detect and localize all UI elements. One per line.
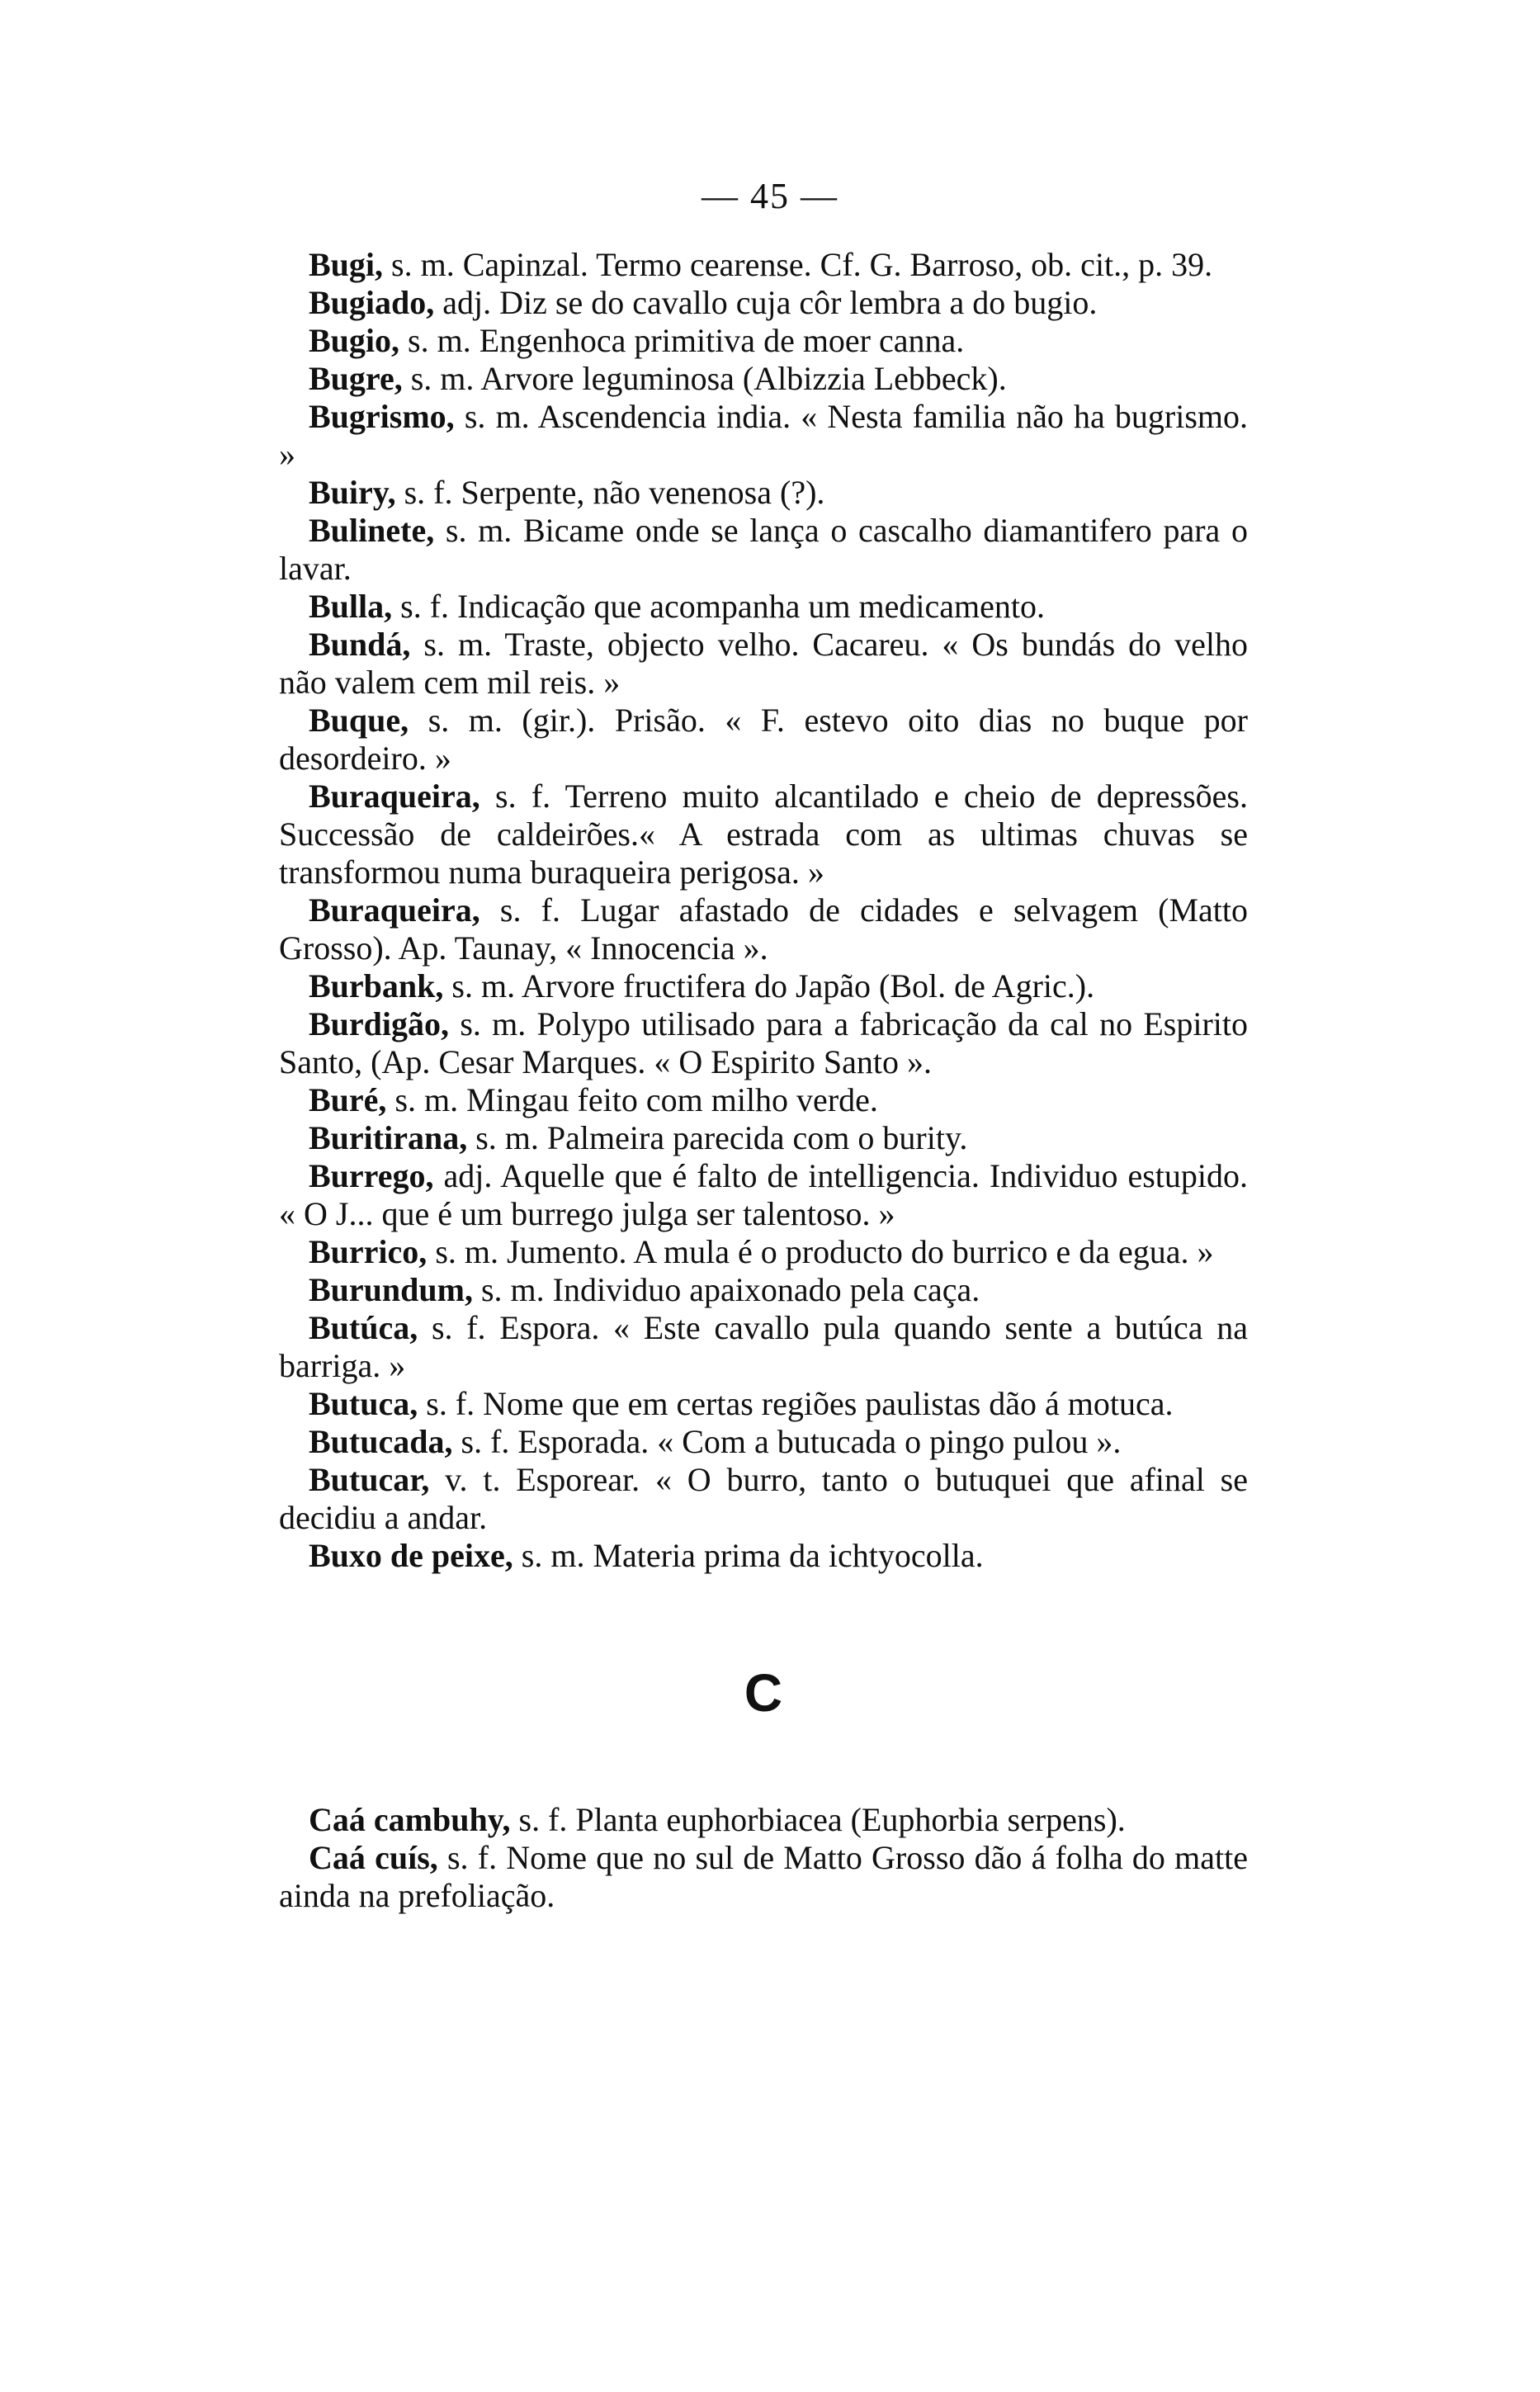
- dictionary-entry: [279, 1081, 1248, 1119]
- entry-definition: s. f. Esporada. « Com a butucada o pingo pulou ».: [452, 1423, 1122, 1460]
- entries-c: [279, 1801, 1248, 1915]
- entry-headword: Buraqueira,: [309, 891, 480, 929]
- dictionary-entry: [279, 588, 1248, 626]
- entry-headword: Buiry,: [309, 474, 396, 511]
- entry-headword: Bugio,: [309, 322, 400, 359]
- dictionary-column: [279, 246, 1248, 1915]
- entry-definition: s. m. Polypo utilisado para a fabricação da cal no Espirito Santo, (Ap. Cesar Marques. « O Espirito Santo ».: [279, 1005, 1248, 1080]
- dictionary-entry: [279, 474, 1248, 512]
- entry-definition: s. m. Materia prima da ichtyocolla.: [513, 1537, 984, 1574]
- entry-definition: s. f. Espora. « Este cavallo pula quando sente a butúca na barriga. »: [279, 1309, 1248, 1384]
- dictionary-entry: [279, 626, 1248, 702]
- dictionary-entry: [279, 1119, 1248, 1157]
- entry-definition: s. m. Jumento. A mula é o producto do burrico e da egua. »: [427, 1233, 1214, 1270]
- dictionary-entry: [279, 1537, 1248, 1575]
- entry-headword: Bugi,: [309, 246, 384, 283]
- entry-headword: Caá cuís,: [309, 1839, 438, 1876]
- dictionary-entry: [279, 398, 1248, 474]
- entry-headword: Bugrismo,: [309, 398, 455, 435]
- entry-headword: Bugre,: [309, 360, 403, 397]
- section-letter: C: [744, 1663, 783, 1723]
- entry-definition: s. m. Individuo apaixonado pela caça.: [472, 1271, 980, 1308]
- entry-headword: Buré,: [309, 1081, 387, 1118]
- entry-headword: Burbank,: [309, 967, 444, 1005]
- dictionary-entry: [279, 246, 1248, 284]
- entry-definition: s. m. (gir.). Prisão. « F. estevo oito dias no buque por desordeiro. »: [279, 702, 1248, 777]
- entry-headword: Bundá,: [309, 626, 411, 663]
- entry-headword: Burdigão,: [309, 1005, 450, 1042]
- dictionary-entry: [279, 1005, 1248, 1081]
- dictionary-entry: [279, 1423, 1248, 1461]
- entry-headword: Buraqueira,: [309, 778, 480, 815]
- entry-definition: s. m. Arvore leguminosa (Albizzia Lebbeck).: [402, 360, 1007, 397]
- dictionary-entry: [279, 1385, 1248, 1423]
- dictionary-entry: [279, 1233, 1248, 1271]
- entry-definition: s. f. Lugar afastado de cidades e selvagem (Matto Grosso). Ap. Taunay, « Innocencia ».: [279, 891, 1248, 967]
- entry-definition: s. f. Nome que em certas regiões paulistas dão á motuca.: [418, 1385, 1174, 1422]
- dictionary-entry: [279, 1801, 1248, 1839]
- dictionary-entry: [279, 967, 1248, 1005]
- dictionary-entry: [279, 360, 1248, 398]
- entry-definition: s. m. Mingau feito com milho verde.: [386, 1081, 878, 1118]
- entry-headword: Butucar,: [309, 1461, 430, 1498]
- entry-headword: Buxo de peixe,: [309, 1537, 513, 1574]
- entry-definition: s. f. Planta euphorbiacea (Euphorbia serpens).: [510, 1801, 1126, 1838]
- dictionary-entry: [279, 1309, 1248, 1385]
- entry-headword: Bulla,: [309, 588, 393, 625]
- entry-headword: Burundum,: [309, 1271, 473, 1308]
- entry-headword: Burrico,: [309, 1233, 428, 1270]
- dictionary-entry: [279, 702, 1248, 778]
- entry-definition: s. f. Nome que no sul de Matto Grosso dão á folha do matte ainda na prefoliação.: [279, 1839, 1248, 1914]
- entry-definition: adj. Aquelle que é falto de intelligencia. Individuo estupido. « O J... que é um burrego julga ser talentoso. »: [279, 1157, 1248, 1232]
- entry-headword: Buque,: [309, 702, 409, 739]
- entry-headword: Butuca,: [309, 1385, 418, 1422]
- dictionary-entry: [279, 1839, 1248, 1915]
- entry-definition: s. m. Arvore fructifera do Japão (Bol. de Agric.).: [443, 967, 1095, 1005]
- entry-definition: adj. Diz se do cavallo cuja côr lembra a do bugio.: [434, 284, 1098, 321]
- dictionary-entry: [279, 284, 1248, 322]
- entry-headword: Butúca,: [309, 1309, 418, 1346]
- entry-headword: Caá cambuhy,: [309, 1801, 511, 1838]
- entry-headword: Buritirana,: [309, 1119, 468, 1156]
- dictionary-entry: [279, 1271, 1248, 1309]
- dictionary-entry: [279, 1157, 1248, 1233]
- entry-definition: s. m. Engenhoca primitiva de moer canna.: [399, 322, 965, 359]
- entry-definition: s. m. Bicame onde se lança o cascalho diamantifero para o lavar.: [279, 512, 1248, 587]
- entry-headword: Burrego,: [309, 1157, 434, 1194]
- entry-definition: v. t. Esporear. « O burro, tanto o butuquei que afinal se decidiu a andar.: [279, 1461, 1248, 1536]
- entries-b: [279, 246, 1248, 1575]
- entry-headword: Bulinete,: [309, 512, 435, 549]
- entry-headword: Bugiado,: [309, 284, 435, 321]
- page-number: — 45 —: [702, 176, 838, 216]
- dictionary-entry: [279, 1461, 1248, 1537]
- entry-definition: s. m. Ascendencia india. « Nesta familia não ha bugrismo. »: [279, 398, 1248, 473]
- dictionary-entry: [279, 322, 1248, 360]
- entry-definition: s. f. Terreno muito alcantilado e cheio de depressões. Successão de caldeirões.« A estrada com as ultimas chuvas se transformou numa buraqueira perigosa. »: [279, 778, 1248, 891]
- dictionary-entry: [279, 512, 1248, 588]
- entry-definition: s. m. Capinzal. Termo cearense. Cf. G. Barroso, ob. cit., p. 39.: [383, 246, 1213, 283]
- dictionary-entry: [279, 778, 1248, 891]
- entry-definition: s. m. Palmeira parecida com o burity.: [467, 1119, 968, 1156]
- dictionary-entry: [279, 891, 1248, 967]
- entry-definition: s. f. Serpente, não venenosa (?).: [395, 474, 825, 511]
- entry-headword: Butucada,: [309, 1423, 453, 1460]
- entry-definition: s. f. Indicação que acompanha um medicamento.: [392, 588, 1045, 625]
- entry-definition: s. m. Traste, objecto velho. Cacareu. « Os bundás do velho não valem cem mil reis. »: [279, 626, 1248, 701]
